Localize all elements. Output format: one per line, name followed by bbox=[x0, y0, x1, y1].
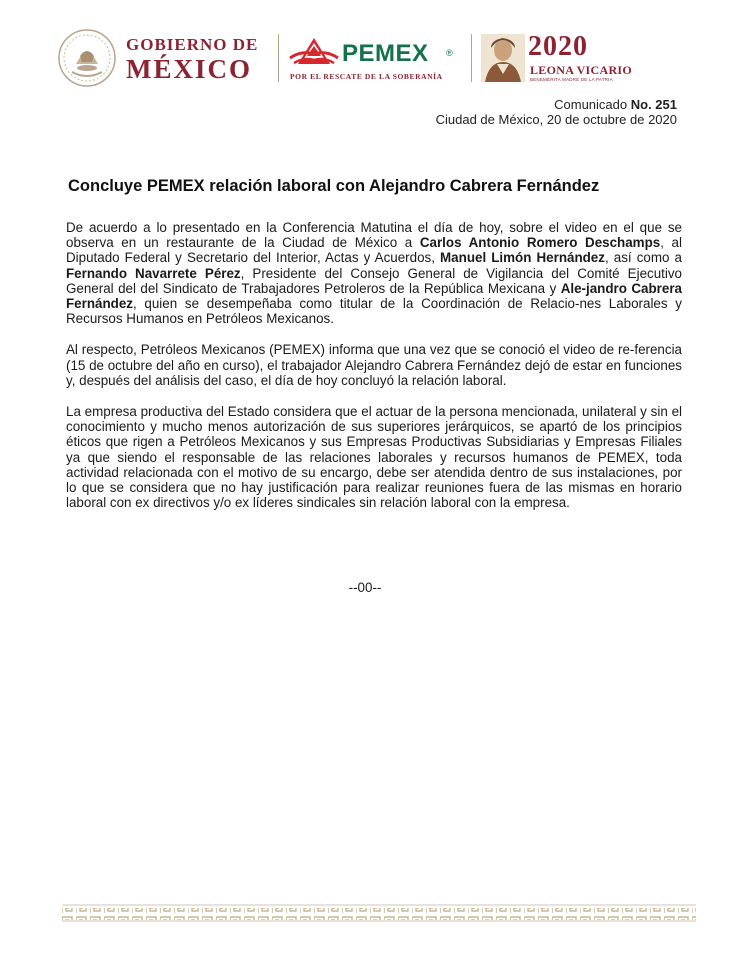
press-release-meta bbox=[436, 97, 677, 127]
registered-mark: ® bbox=[446, 48, 453, 58]
p1-name-limon: Manuel Limón Hernández bbox=[440, 250, 605, 266]
leona-vicario-portrait-icon bbox=[481, 34, 525, 82]
p1-text: , al Diputado Federal y Secretario del Interior, Actas y Acuerdos, bbox=[66, 235, 682, 266]
header-divider bbox=[278, 34, 279, 82]
press-release-body bbox=[66, 220, 682, 526]
p1-name-navarrete: Fernando Navarrete Pérez bbox=[66, 265, 241, 281]
p1-text: , así como a bbox=[604, 250, 682, 266]
paragraph-3: La empresa productiva del Estado considera que el actuar de la persona mencionada, unilateral y sin el conocimiento y mucho menos autorización de sus superiores jerárquicos, se apartó de los principios éticos que rigen a Petróleos Mexicanos y sus Empresas Productivas Subsidiarias y Empresas Filiales ya que siendo el responsable de las relaciones laborales y recursos humanos de PEMEX, toda actividad relacionada con el motivo de su encargo, debe ser atendida dentro de sus instalaciones, por lo que se considera que no hay justificación para realizar reuniones fuera de las mismas en horario laboral con ex directivos y/o ex líderes sindicales sin relación laboral con la empresa. bbox=[66, 404, 682, 511]
pemex-tagline: POR EL RESCATE DE LA SOBERANÍA bbox=[290, 72, 443, 81]
year-subtitle: BENEMÉRITA MADRE DE LA PATRIA bbox=[530, 77, 613, 82]
letterhead bbox=[56, 28, 696, 88]
comunicado-line bbox=[436, 97, 677, 112]
year-number: 2020 bbox=[528, 31, 588, 62]
p1-text: De acuerdo a lo presentado en la Conferencia Matutina el día de hoy, sobre el video en el que se observa en un restaurante de la Ciudad de México a bbox=[66, 220, 682, 251]
comunicado-number: No. 251 bbox=[630, 97, 677, 112]
decorative-footer-band bbox=[62, 903, 696, 923]
comunicado-label: Comunicado bbox=[554, 97, 628, 112]
paragraph-2: Al respecto, Petróleos Mexicanos (PEMEX) informa que una vez que se conoció el video de re-ferencia (15 de octubre del año en curso), el trabajador Alejandro Cabrera Fernández dejó de estar en funciones y, después del análisis del caso, el día de hoy concluyó la relación laboral. bbox=[66, 342, 682, 388]
gobierno-line1: GOBIERNO DE bbox=[126, 35, 259, 54]
p1-name-cabrera: Ale-jandro Cabrera Fernández bbox=[66, 280, 682, 312]
place-date: Ciudad de México, 20 de octubre de 2020 bbox=[435, 112, 677, 127]
header-divider bbox=[471, 34, 472, 82]
p1-text: , quien se desempeñaba como titular de la Coordinación de Relacio-nes Laborales y Recursos Humanos en Petróleos Mexicanos. bbox=[66, 296, 682, 327]
pemex-wordmark: PEMEX bbox=[342, 40, 429, 67]
pemex-eagle-logo-icon bbox=[288, 30, 340, 70]
gobierno-line2: MÉXICO bbox=[126, 54, 252, 84]
p1-name-romero: Carlos Antonio Romero Deschamps bbox=[419, 235, 661, 251]
p1-text: , Presidente del Consejo General de Vigilancia del Comité Ejecutivo General del del Sindicato de Trabajadores Petroleros de la República Mexicana y bbox=[66, 265, 682, 296]
paragraph-1 bbox=[66, 220, 682, 326]
mexico-coat-of-arms-icon bbox=[56, 28, 118, 88]
year-honoree: LEONA VICARIO bbox=[530, 63, 633, 77]
page-title: Concluye PEMEX relación laboral con Alejandro Cabrera Fernández bbox=[68, 177, 600, 195]
gobierno-wordmark bbox=[126, 35, 258, 83]
closing-mark: --00-- bbox=[348, 580, 382, 595]
